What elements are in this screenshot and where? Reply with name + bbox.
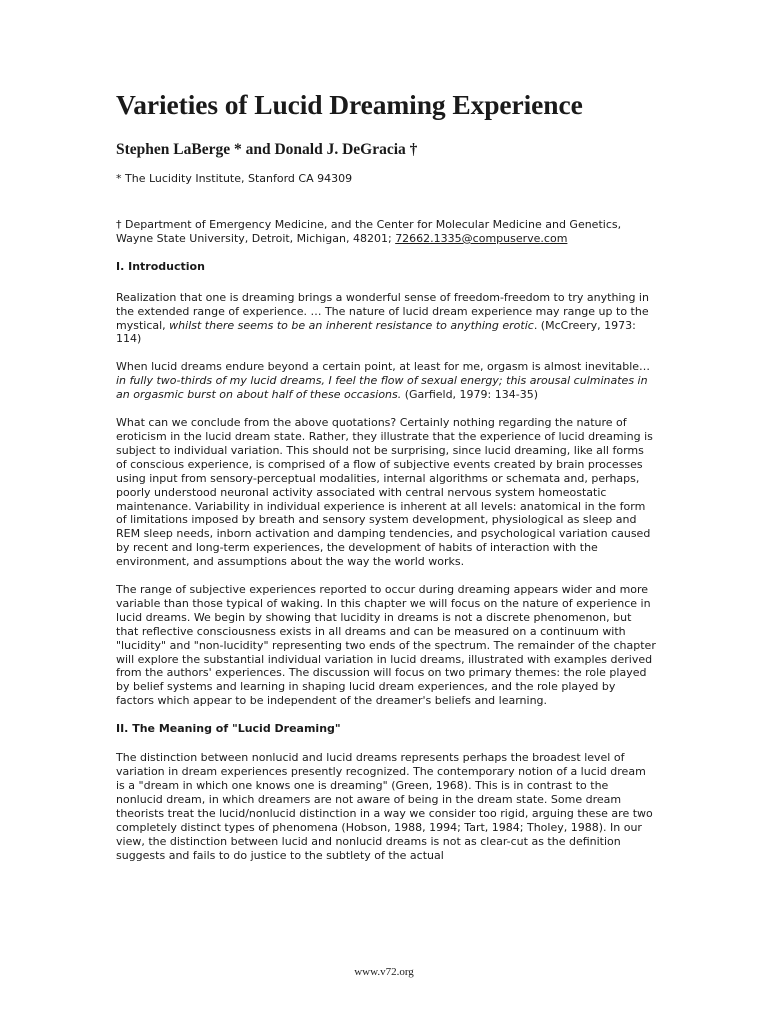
author-email-link[interactable]: 72662.1335@compuserve.com [395, 231, 568, 245]
body-paragraph: The distinction between nonlucid and lucid dreams represents perhaps the broadest level of variation in dream experiences presently recognized. The contemporary notion of a lucid dream is a "dream in which one knows one is dreaming" (Green, 1968). This is in contrast to the nonlucid dream, in which dreamers are not aware of being in the dream state. Some dream theorists treat the lucid/nonlucid distinction in a way we consider too rigid, arguing these are two completely distinct types of phenomena (Hobson, 1988, 1994; Tart, 1984; Tholey, 1988). In our view, the distinction between lucid and nonlucid dreams is not as clear-cut as the definition suggests and fails to do justice to the subtlety of the actual [116, 751, 653, 862]
quote-citation: . (McCreery, 1973: 114) [116, 318, 636, 346]
document-title: Varieties of Lucid Dreaming Experience [116, 89, 583, 120]
quote-citation: (Garfield, 1979: 134-35) [401, 388, 539, 402]
footer-url: www.v72.org [354, 966, 414, 978]
quote-text: When lucid dreams endure beyond a certain point, at least for me, orgasm is almost inevitable… [116, 360, 651, 374]
quote-mccreery [116, 291, 656, 347]
affiliation-lucidity-institute: * The Lucidity Institute, Stanford CA 94309 [116, 172, 353, 185]
authors-line: Stephen LaBerge * and Donald J. DeGracia † [116, 141, 418, 158]
affiliation-text: † Department of Emergency Medicine, and the Center for Molecular Medicine and Genetics, Wayne State University, Detroit, Michigan, 48201; [116, 217, 622, 245]
document-page [116, 88, 656, 862]
affiliation-wayne-state [116, 218, 656, 246]
quote-garfield [116, 360, 656, 402]
body-paragraph: What can we conclude from the above quotations? Certainly nothing regarding the nature of eroticism in the lucid dream state. Rather, they illustrate that the experience of lucid dreaming is subject to individual variation. This should not be surprising, since lucid dreaming, like all forms of conscious experience, is comprised of a flow of subjective events created by brain processes using input from sensory-perceptual modalities, internal algorithms or schemata and, perhaps, poorly understood neuronal activity associated with central nervous system homeostatic maintenance. Variability in individual experience is inherent at all levels: anatomical in the form of limitations imposed by breath and sensory system development, physiological as sleep and REM sleep needs, inborn activation and damping tendencies, and psychological variation caused by recent and long-term experiences, the development of habits of interaction with the environment, and assumptions about the way the world works. [116, 416, 653, 569]
section-heading-meaning: II. The Meaning of "Lucid Dreaming" [116, 722, 341, 736]
quote-text: Realization that one is dreaming brings a wonderful sense of freedom-freedom to try anything in the extended range of experience. … The nature of lucid dream experience may range up to the mystical, [116, 290, 649, 332]
section-heading-introduction: I. Introduction [116, 259, 205, 273]
quote-emphasis: in fully two-thirds of my lucid dreams, I feel the flow of sexual energy; this arousal culminates in an orgasmic burst on about half of these occasions. [116, 374, 648, 402]
quote-emphasis: whilst there seems to be an inherent resistance to anything erotic [169, 318, 534, 332]
body-paragraph: The range of subjective experiences reported to occur during dreaming appears wider and more variable than those typical of waking. In this chapter we will focus on the nature of experience in lucid dreams. We begin by showing that lucidity in dreams is not a discrete phenomenon, but that reflective consciousness exists in all dreams and can be measured on a continuum with "lucidity" and "non-lucidity" representing two ends of the spectrum. The remainder of the chapter will explore the substantial individual variation in lucid dreams, illustrated with examples derived from the authors' experiences. The discussion will focus on two primary themes: the role played by belief systems and learning in shaping lucid dream experiences, and the role played by factors which appear to be independent of the dreamer's beliefs and learning. [116, 583, 656, 708]
